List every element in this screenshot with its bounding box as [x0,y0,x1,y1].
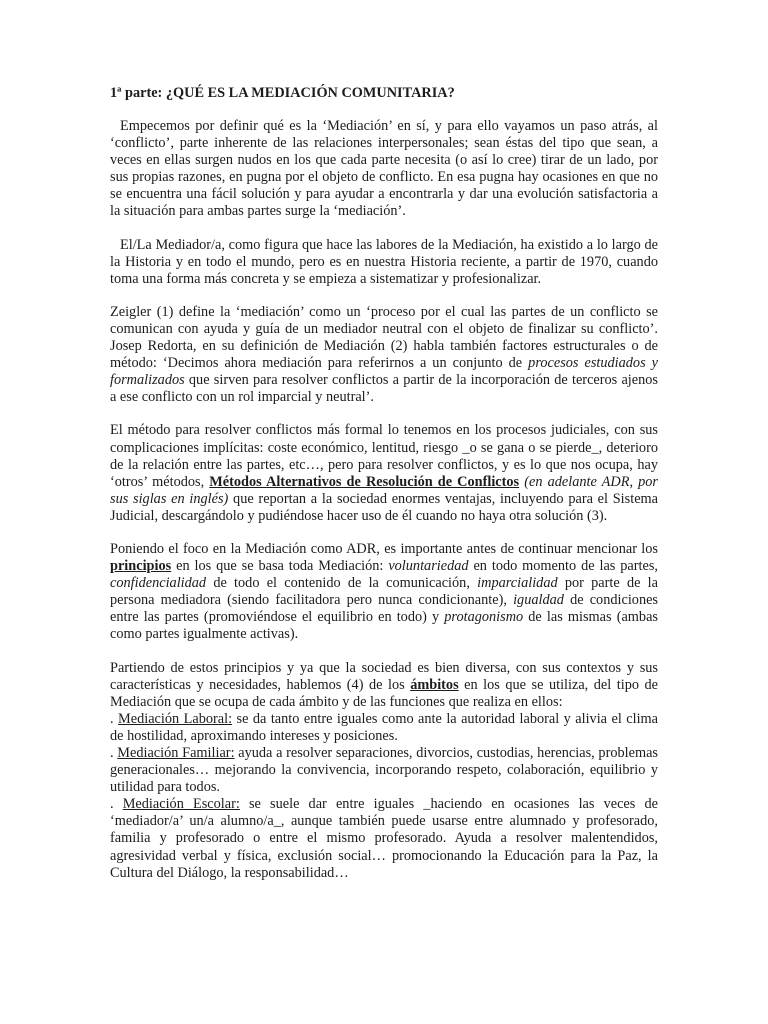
bold-term-ambitos: ámbitos [410,676,459,693]
paragraph-ambitos [110,660,658,711]
bullet-dot: . [110,745,118,761]
underlined-label-familiar: Mediación Familiar: [117,745,235,761]
text-segment: que sirven para resolver conflictos a partir de la incorporación de terceros ajenos a ese conflicto con un rol imparcial y neutral’. [110,372,658,406]
list-item-mediacion-familiar [110,745,658,796]
item-text: ayuda a resolver separaciones, divorcios, custodias, herencias, problemas generacionales… mejorando la convivencia, incorporando respeto, colaboración, equilibrio y utilidad para todos. [110,745,658,796]
document-page [110,84,658,882]
italic-note-adr: (en adelante ADR, por sus siglas en inglés) [110,473,658,507]
text-segment: que reportan a la sociedad enormes ventajas, incluyendo para el Sistema Judicial, descargándolo y pudiéndose hacer uso de él cuando no haya otra solución (3). [110,490,658,524]
italic-term-imparcialidad: imparcialidad [477,575,558,592]
paragraph-principles [110,541,658,644]
text-segment: en los que se utiliza, del tipo de Mediación que se ocupa de cada ámbito y de las funciones que realiza en ellos: [110,676,658,710]
text-segment: Partiendo de estos principios y ya que la sociedad es bien diversa, con sus contextos y sus características y necesidades, hablemos (4) de los [110,659,658,693]
text-segment: por parte de la persona mediadora (siendo facilitadora pero nunca condicionante), [110,575,658,609]
paragraph-definitions [110,304,658,407]
list-item-mediacion-laboral [110,711,658,745]
italic-term-processes: procesos estudiados y formalizados [110,355,658,389]
item-text: se suele dar entre iguales _haciendo en ocasiones las veces de ‘mediador/a’ un/a alumno/a_, aunque también puede usarse entre alumnado y profesorado, familia y profesorado o entre el mismo profesorado. Ayuda a resolver malentendidos, agresividad verbal y física, exclusión social… promocionando la Educación para la Paz, la Cultura del Diálogo, la responsabilidad… [110,796,658,881]
italic-term-igualdad: igualdad [513,592,564,609]
bold-term-adr: Métodos Alternativos de Resolución de Conflictos [209,473,520,490]
section-title: 1ª parte: ¿QUÉ ES LA MEDIACIÓN COMUNITARIA? [110,85,455,101]
text-segment: en todo momento de las partes, [468,558,658,575]
underlined-label-escolar: Mediación Escolar: [122,796,240,813]
text-segment: de condiciones entre las partes (promoviéndose el equilibrio en todo) y [110,592,658,626]
underlined-label-laboral: Mediación Laboral: [118,710,233,727]
paragraph-adr-methods [110,422,658,525]
list-item-mediacion-escolar [110,796,658,881]
italic-term-confidencialidad: confidencialidad [110,575,207,592]
italic-term-protagonismo: protagonismo [444,609,524,626]
text-segment: de todo el contenido de la comunicación, [206,575,478,592]
bullet-dot: . [110,710,119,727]
text-segment: Poniendo el foco en la Mediación como ADR, es importante antes de continuar mencionar los [110,540,658,557]
text-segment: Zeigler (1) define la ‘mediación’ como un ‘proceso por el cual las partes de un conflicto se comunican con ayuda y guía de un mediador neutral con el objeto de finalizar su conflicto’. Josep Redorta, en su definición de Mediación (2) habla también factores estructurales o de método: ‘Decimos ahora mediación para referirnos a un conjunto de [110,303,658,372]
italic-term-voluntariedad: voluntariedad [388,558,469,575]
paragraph-mediator-history: El/La Mediador/a, como figura que hace las labores de la Mediación, ha existido a lo largo de la Historia y en todo el mundo, pero es en nuestra Historia reciente, a partir de 1970, cuando toma una forma más concreta y se empieza a sistematizar y profesionalizar. [110,236,658,287]
text-segment: El método para resolver conflictos más formal lo tenemos en los procesos judiciales, con sus complicaciones implícitas: coste económico, lentitud, riesgo _o se gana o se pierde_, deterioro de la relación entre las partes, etc…, pero para resolver conflictos, y es lo que nos ocupa, hay ‘otros’ métodos, [110,422,658,490]
item-text: se da tanto entre iguales como ante la autoridad laboral y alivia el clima de hostilidad, aproximando intereses y posiciones. [110,710,659,744]
text-segment: de las mismas (ambas como partes igualmente activas). [110,609,658,643]
bullet-dot: . [110,796,123,813]
bold-term-principios: principios [110,558,172,575]
paragraph-mediation-definition: Empecemos por definir qué es la ‘Mediación’ en sí, y para ello vayamos un paso atrás, al ‘conflicto’, parte inherente de las relaciones interpersonales; sean éstas del tipo que sean, a veces en ellas surgen nudos en los que cada parte necesita (o así lo cree) tirar de un lado, por sus propias razones, en pugna por el objeto de conflicto. En esa pugna hay ocasiones en que no se encuentra una fácil solución y para ayudar a encontrarla y dar una evolución satisfactoria a la situación para ambas partes surge la ‘mediación’. [110,118,658,220]
text-segment: en los que se basa toda Mediación: [171,558,389,575]
